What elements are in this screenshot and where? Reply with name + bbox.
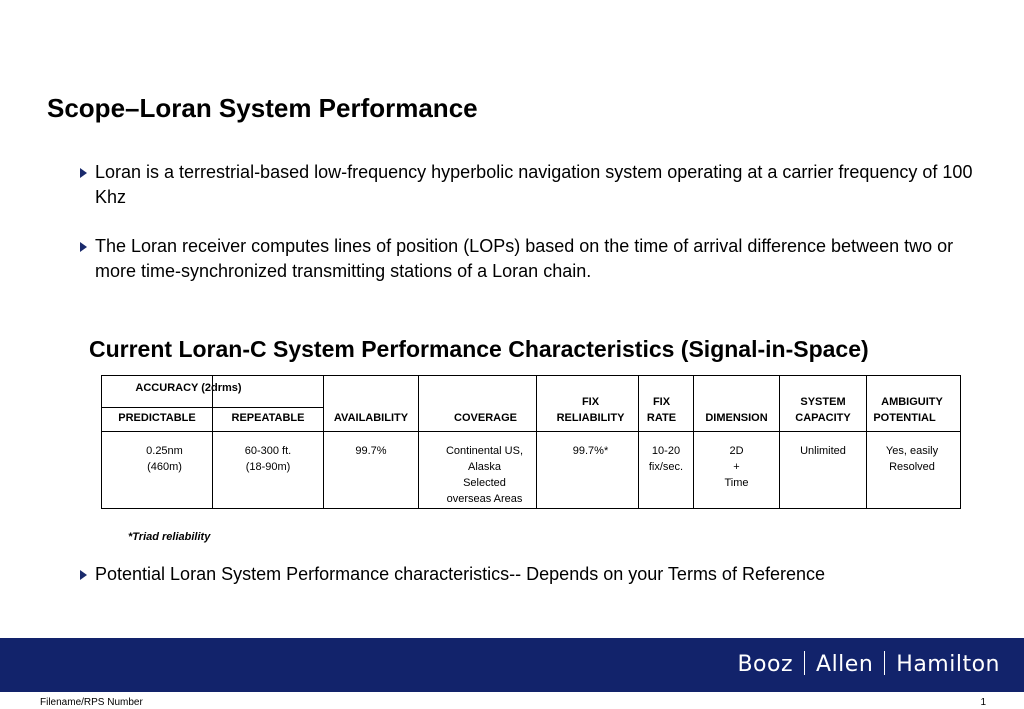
cell-predictable xyxy=(117,443,212,475)
logo-word: Booz xyxy=(737,652,794,677)
cell-system-capacity: Unlimited xyxy=(800,445,846,457)
cell-availability: 99.7% xyxy=(355,445,387,457)
cell-line: Time xyxy=(724,477,749,489)
logo-word: Hamilton xyxy=(896,652,1000,677)
page-number: 1 xyxy=(980,697,986,708)
logo-separator xyxy=(804,651,805,675)
header-coverage: COVERAGE xyxy=(454,412,517,424)
header-ambiguity-potential-line1: AMBIGUITY xyxy=(881,396,943,408)
bullet-loran-receiver xyxy=(80,234,980,284)
bullet-potential-performance xyxy=(80,562,980,587)
table-divider xyxy=(102,431,960,432)
header-fix-reliability-line1: FIX xyxy=(581,396,600,408)
bullet-loran-definition xyxy=(80,160,980,210)
logo-separator xyxy=(884,651,885,675)
cell-ambiguity-potential xyxy=(867,443,957,475)
header-ambiguity-potential-line2: POTENTIAL xyxy=(873,412,936,424)
performance-table xyxy=(101,375,961,509)
header-predictable: PREDICTABLE xyxy=(118,412,196,424)
header-accuracy: ACCURACY (2drms) xyxy=(135,382,242,394)
cell-line: (460m) xyxy=(147,461,182,473)
cell-line: (18-90m) xyxy=(245,461,291,473)
header-fix-reliability-line2: RELIABILITY xyxy=(556,412,625,424)
bullet-text: Potential Loran System Performance characteristics-- Depends on your Terms of Reference xyxy=(95,564,825,584)
bullet-text: The Loran receiver computes lines of position (LOPs) based on the time of arrival difference between two or more time-synchronized transmitting stations of a Loran chain. xyxy=(95,236,954,281)
header-system-capacity-line1: SYSTEM xyxy=(800,396,846,408)
cell-line: overseas Areas xyxy=(446,493,523,505)
footer-band xyxy=(0,638,1024,692)
cell-line: Continental US, xyxy=(445,445,524,457)
filename-label: Filename/RPS Number xyxy=(40,697,143,708)
cell-line: 2D xyxy=(729,445,744,457)
booz-allen-hamilton-logo xyxy=(737,651,1000,677)
cell-line: Selected xyxy=(463,477,506,489)
cell-fix-rate xyxy=(639,443,693,475)
table-divider xyxy=(323,376,324,508)
header-availability: AVAILABILITY xyxy=(333,412,409,424)
cell-repeatable xyxy=(213,443,323,475)
cell-line: 0.25nm xyxy=(146,445,183,457)
cell-line: + xyxy=(733,461,740,473)
bullet-triangle-icon xyxy=(80,570,87,580)
bullet-triangle-icon xyxy=(80,168,87,178)
table-divider xyxy=(418,376,419,508)
header-dimension: DIMENSION xyxy=(705,412,768,424)
cell-coverage xyxy=(433,443,536,507)
cell-line: Resolved xyxy=(889,461,935,473)
cell-fix-reliability: 99.7%* xyxy=(572,445,609,457)
slide-title: Scope–Loran System Performance xyxy=(47,93,478,123)
header-system-capacity-line2: CAPACITY xyxy=(795,412,851,424)
cell-line: Alaska xyxy=(467,461,502,473)
header-fix-rate-line1: FIX xyxy=(652,396,671,408)
cell-line: 10-20 xyxy=(651,445,681,457)
cell-line: 60-300 ft. xyxy=(244,445,292,457)
bullet-triangle-icon xyxy=(80,242,87,252)
cell-dimension xyxy=(694,443,779,491)
table-divider xyxy=(102,407,323,408)
header-repeatable: REPEATABLE xyxy=(231,412,305,424)
cell-line: Yes, easily xyxy=(885,445,939,457)
bullet-text: Loran is a terrestrial-based low-frequency hyperbolic navigation system operating at a carrier frequency of 100 Khz xyxy=(95,162,973,207)
table-title: Current Loran-C System Performance Characteristics (Signal-in-Space) xyxy=(89,336,869,362)
header-fix-rate-line2: RATE xyxy=(646,412,677,424)
cell-line: fix/sec. xyxy=(648,461,684,473)
table-footnote: *Triad reliability xyxy=(128,531,211,543)
logo-word: Allen xyxy=(816,652,874,677)
